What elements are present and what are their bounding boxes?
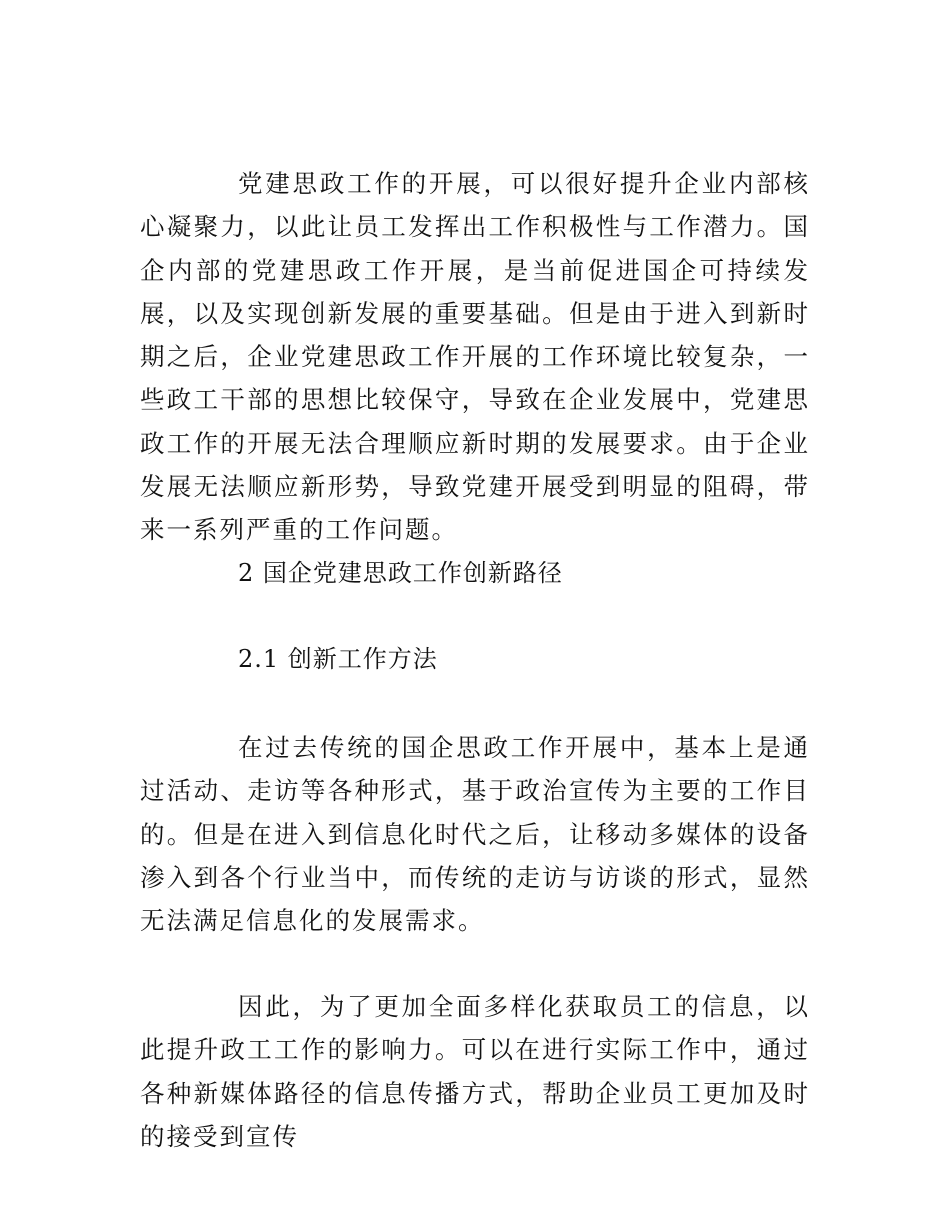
body-paragraph: 在过去传统的国企思政工作开展中，基本上是通过活动、走访等各种形式，基于政治宣传为主要的工作目的。但是在进入到信息化时代之后，让移动多媒体的设备渗入到各个行业当中，而传统的走访与访谈的形式，显然无法满足信息化的发展需求。 <box>140 733 810 936</box>
subsection-heading: 2.1 创新工作方法 <box>238 645 438 673</box>
body-paragraph: 党建思政工作的开展，可以很好提升企业内部核心凝聚力，以此让员工发挥出工作积极性与工作潜力。国企内部的党建思政工作开展，是当前促进国企可持续发展，以及实现创新发展的重要基础。但是由于进入到新时期之后，企业党建思政工作开展的工作环境比较复杂，一些政工干部的思想比较保守，导致在企业发展中，党建思政工作的开展无法合理顺应新时期的发展要求。由于企业发展无法顺应新形势，导致党建开展受到明显的阻碍，带来一系列严重的工作问题。 <box>140 169 810 545</box>
body-paragraph: 因此，为了更加全面多样化获取员工的信息，以此提升政工工作的影响力。可以在进行实际工作中，通过各种新媒体路径的信息传播方式，帮助企业员工更加及时的接受到宣传 <box>140 992 810 1151</box>
section-heading: 2 国企党建思政工作创新路径 <box>238 559 563 587</box>
